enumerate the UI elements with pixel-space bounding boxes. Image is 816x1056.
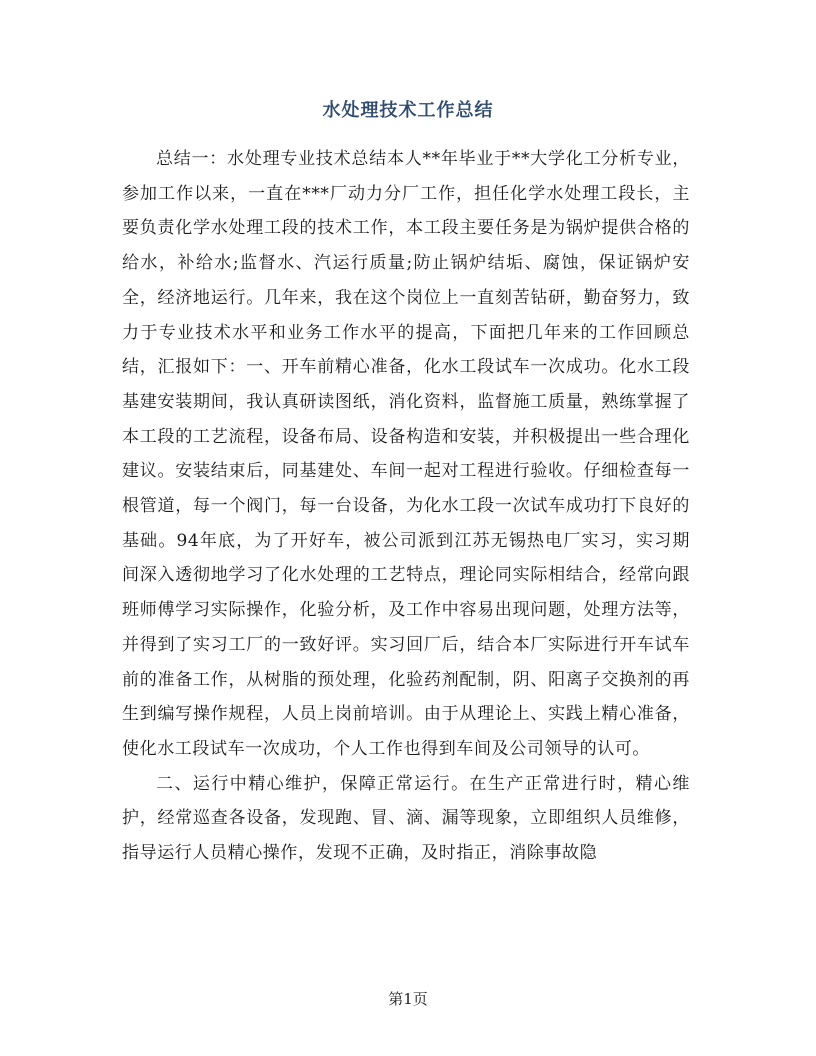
page-number: 第1页 — [388, 990, 428, 1008]
document-body — [122, 142, 690, 871]
paragraph-section-two: 二、运行中精心维护，保障正常运行。在生产正常进行时，精心维护，经常巡查各设备，发现跑、冒、滴、漏等现象，立即组织人员维修，指导运行人员精心操作，发现不正确，及时指正，消除事故隐 — [122, 773, 690, 864]
paragraph-summary-one: 总结一：水处理专业技术总结本人**年毕业于**大学化工分析专业，参加工作以来，一直在***厂动力分厂工作，担任化学水处理工段长，主要负责化学水处理工段的技术工作，本工段主要任务是为锅炉提供合格的给水，补给水;监督水、汽运行质量;防止锅炉结垢、腐蚀，保证锅炉安全，经济地运行。几年来，我在这个岗位上一直刻苦钻研，勤奋努力，致力于专业技术水平和业务工作水平的提高，下面把几年来的工作回顾总结，汇报如下：一、开车前精心准备，化水工段试车一次成功。化水工段基建安装期间，我认真研读图纸，消化资料，监督施工质量，熟练掌握了本工段的工艺流程，设备布局、设备构造和安装，并积极提出一些合理化建议。安装结束后，同基建处、车间一起对工程进行验收。仔细检查每一根管道，每一个阀门，每一台设备，为化水工段一次试车成功打下良好的基础。94年底，为了开好车，被公司派到江苏无锡热电厂实习，实习期间深入透彻地学习了化水处理的工艺特点，理论同实际相结合，经常向跟班师傅学习实际操作，化验分析，及工作中容易出现问题，处理方法等，并得到了实习工厂的一致好评。实习回厂后，结合本厂实际进行开车试车前的准备工作，从树脂的预处理，化验药剂配制，阴、阳离子交换剂的再生到编写操作规程，人员上岗前培训。由于从理论上、实践上精心准备，使化水工段试车一次成功，个人工作也得到车间及公司领导的认可。 — [122, 149, 690, 759]
document-title: 水处理技术工作总结 — [322, 100, 494, 121]
